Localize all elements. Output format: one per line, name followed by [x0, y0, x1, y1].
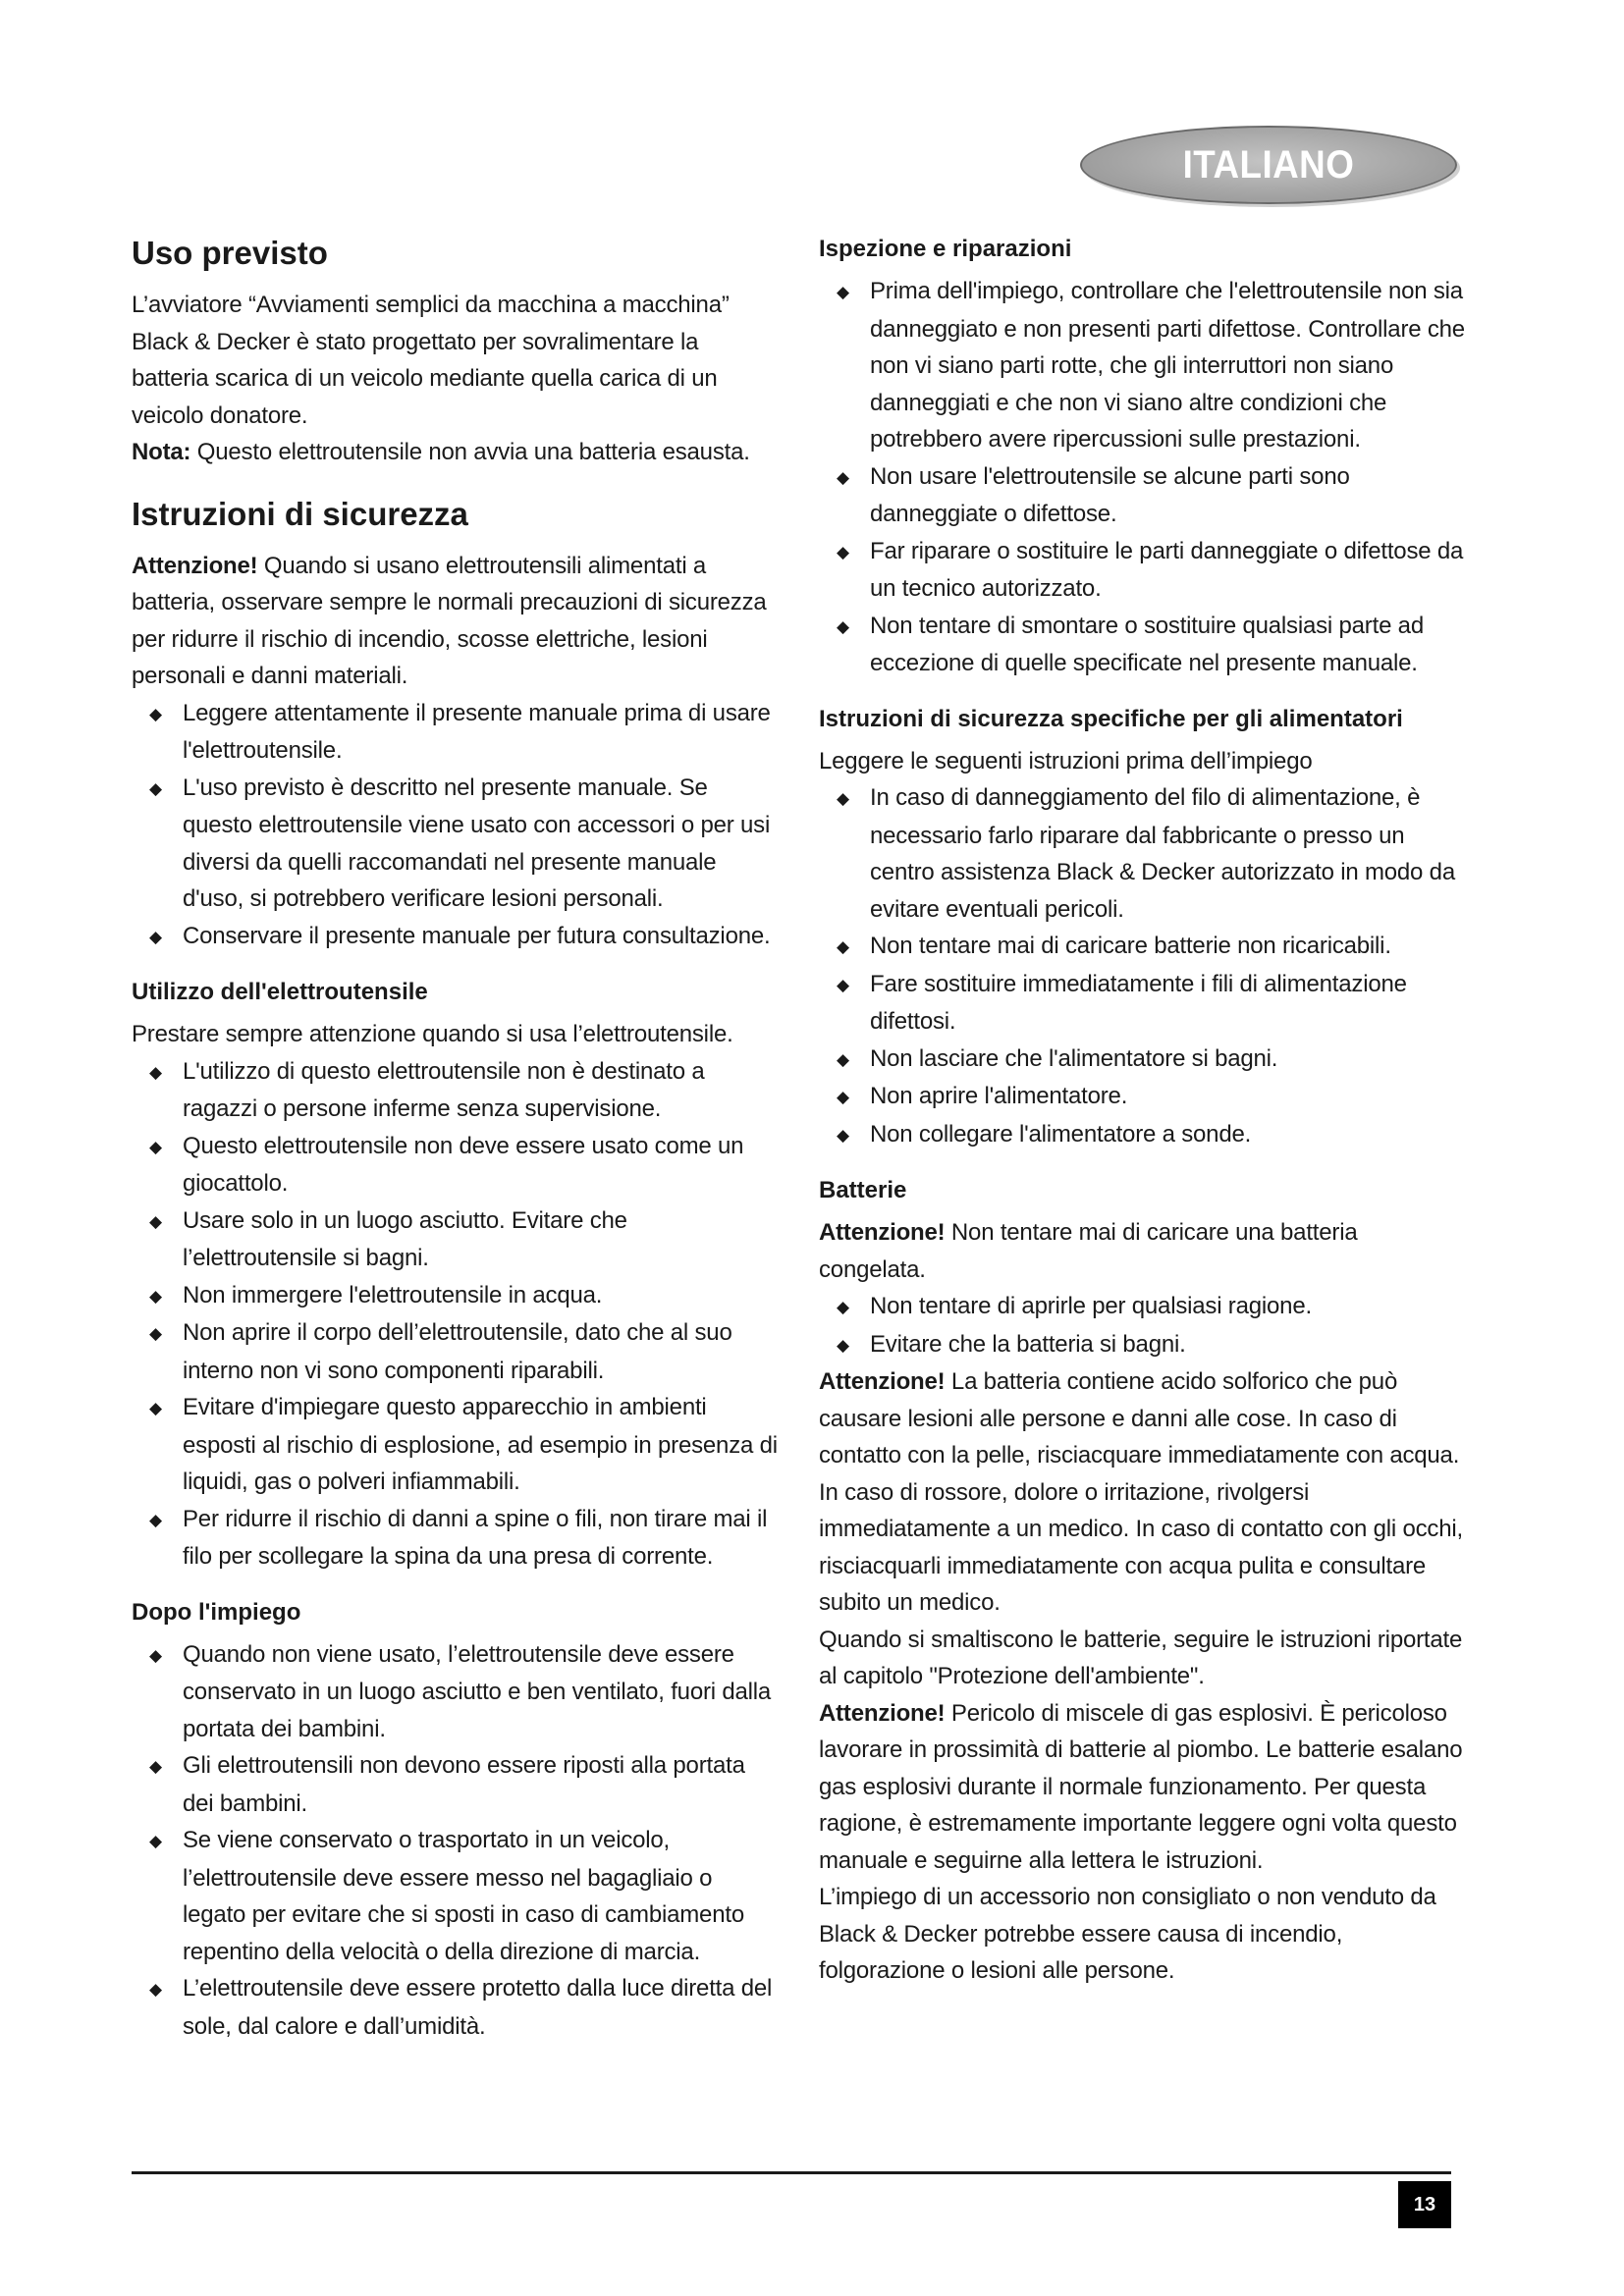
list-item: ◆ Evitare che la batteria si bagni.: [819, 1326, 1467, 1364]
list-item: ◆ Quando non viene usato, l’elettroutensile deve essere conservato in un luogo asciutto e ben ventilato, fuori dalla portata dei bambini.: [132, 1636, 780, 1748]
list-item: ◆ Non immergere l'elettroutensile in acqua.: [132, 1277, 780, 1315]
list-item: ◆ L'uso previsto è descritto nel presente manuale. Se questo elettroutensile viene usato con accessori o per usi diversi da quelli raccomandati nel presente manuale d'uso, si potrebbero verificare lesioni personali.: [132, 770, 780, 918]
list-item: ◆ Non collegare l'alimentatore a sonde.: [819, 1116, 1467, 1154]
diamond-bullet-icon: ◆: [149, 1757, 162, 1776]
attenzione-label: Attenzione!: [819, 1699, 946, 1727]
batterie-warning-3: Attenzione! Pericolo di miscele di gas esplosivi. È pericoloso lavorare in prossimità di batterie al piombo. Le batterie esalano gas esplosivi durante il normale funzionamento. Per questa ragione, è estremamente importante leggere ogni volta questo manuale e seguirne alla lettera le istruzioni.: [819, 1699, 1463, 1874]
list-item: ◆ Non tentare di aprirle per qualsiasi ragione.: [819, 1288, 1467, 1326]
alimentatori-list: [819, 779, 1467, 1153]
footer-rule: [132, 2171, 1451, 2174]
alimentatori-intro: Leggere le seguenti istruzioni prima dell’impiego: [819, 747, 1313, 774]
diamond-bullet-icon: ◆: [149, 1324, 162, 1343]
list-item: ◆ Non aprire il corpo dell’elettroutensile, dato che al suo interno non vi sono componenti riparabili.: [132, 1314, 780, 1389]
list-item: ◆ Gli elettroutensili non devono essere riposti alla portata dei bambini.: [132, 1747, 780, 1822]
language-label: ITALIANO: [1182, 142, 1355, 187]
utilizzo-heading: Utilizzo dell'elettroutensile: [132, 979, 428, 1005]
list-item: ◆ Fare sostituire immediatamente i fili di alimentazione difettosi.: [819, 966, 1467, 1041]
list-item: ◆ Non lasciare che l'alimentatore si bagni.: [819, 1041, 1467, 1079]
page-number: 13: [1398, 2181, 1451, 2228]
diamond-bullet-icon: ◆: [837, 542, 849, 561]
sicurezza-list: [132, 695, 780, 956]
alimentatori-heading: Istruzioni di sicurezza specifiche per gli alimentatori: [819, 705, 1403, 732]
list-item: ◆ L'utilizzo di questo elettroutensile non è destinato a ragazzi o persone inferme senza supervisione.: [132, 1053, 780, 1128]
diamond-bullet-icon: ◆: [149, 1286, 162, 1306]
list-item: ◆ Non aprire l'alimentatore.: [819, 1078, 1467, 1116]
diamond-bullet-icon: ◆: [149, 1510, 162, 1529]
smaltimento-text: Quando si smaltiscono le batterie, seguire le istruzioni riportate al capitolo "Protezione dell'ambiente".: [819, 1626, 1463, 1689]
list-item: ◆ Usare solo in un luogo asciutto. Evitare che l’elettroutensile si bagni.: [132, 1202, 780, 1277]
list-item: ◆ Conservare il presente manuale per futura consultazione.: [132, 918, 780, 956]
diamond-bullet-icon: ◆: [837, 283, 849, 301]
utilizzo-intro: Prestare sempre attenzione quando si usa l’elettroutensile.: [132, 1021, 733, 1047]
diamond-bullet-icon: ◆: [149, 1137, 162, 1156]
ispezione-list: [819, 273, 1467, 682]
diamond-bullet-icon: ◆: [837, 1049, 849, 1069]
batterie-warning-1: Attenzione! Non tentare mai di caricare una batteria congelata.: [819, 1219, 1358, 1283]
attenzione-label: Attenzione!: [132, 552, 258, 579]
diamond-bullet-icon: ◆: [837, 467, 849, 487]
diamond-bullet-icon: ◆: [837, 975, 849, 994]
list-item: ◆ Evitare d'impiegare questo apparecchio in ambienti esposti al rischio di esplosione, ad esempio in presenza di liquidi, gas o polveri infiammabili.: [132, 1389, 780, 1501]
sicurezza-heading: Istruzioni di sicurezza: [132, 495, 468, 532]
attenzione-paragraph: [132, 548, 780, 695]
right-column: [819, 234, 1467, 1990]
diamond-bullet-icon: ◆: [837, 1125, 849, 1145]
diamond-bullet-icon: ◆: [149, 927, 162, 946]
nota-text: Questo elettroutensile non avvia una batteria esausta.: [190, 439, 750, 465]
dopo-impiego-heading: Dopo l'impiego: [132, 1598, 301, 1626]
nota-label: Nota:: [132, 439, 191, 465]
list-item: ◆ Se viene conservato o trasportato in un veicolo, l’elettroutensile deve essere messo nel bagagliaio o legato per evitare che si sposti in caso di cambiamento repentino della velocità o della direzione di marcia.: [132, 1822, 780, 1970]
accessorio-text: L’impiego di un accessorio non consigliato o non venduto da Black & Decker potrebbe essere causa di incendio, folgorazione o lesioni alle persone.: [819, 1884, 1436, 1984]
list-item: ◆ Non tentare di smontare o sostituire qualsiasi parte ad eccezione di quelle specificate nel presente manuale.: [819, 608, 1467, 682]
list-item: ◆ Non usare l'elettroutensile se alcune parti sono danneggiate o difettose.: [819, 458, 1467, 533]
list-item: ◆ Questo elettroutensile non deve essere usato come un giocattolo.: [132, 1128, 780, 1202]
diamond-bullet-icon: ◆: [149, 1062, 162, 1082]
list-item: ◆ Leggere attentamente il presente manuale prima di usare l'elettroutensile.: [132, 695, 780, 770]
diamond-bullet-icon: ◆: [837, 1298, 849, 1316]
attenzione-label: Attenzione!: [819, 1219, 946, 1246]
diamond-bullet-icon: ◆: [149, 1211, 162, 1231]
diamond-bullet-icon: ◆: [837, 1088, 849, 1106]
diamond-bullet-icon: ◆: [149, 778, 162, 798]
left-column: [132, 232, 780, 2045]
diamond-bullet-icon: ◆: [149, 1832, 162, 1850]
diamond-bullet-icon: ◆: [837, 789, 849, 808]
diamond-bullet-icon: ◆: [149, 1399, 162, 1417]
uso-previsto-text: L’avviatore “Avviamenti semplici da macchina a macchina” Black & Decker è stato progettato per sovralimentare la batteria scarica di un veicolo mediante quella carica di un veicolo donatore.: [132, 292, 730, 429]
list-item: ◆ Per ridurre il rischio di danni a spine o fili, non tirare mai il filo per scollegare la spina da una presa di corrente.: [132, 1501, 780, 1575]
diamond-bullet-icon: ◆: [837, 616, 849, 636]
batterie-warning-2: Attenzione! La batteria contiene acido solforico che può causare lesioni alle persone e danni alle cose. In caso di contatto con la pelle, risciacquare immediatamente con acqua. In caso di rossore, dolore o irritazione, rivolgersi immediatamente a un medico. In caso di contatto con gli occhi, risciacquarli immediatamente con acqua pulita e consultare subito un medico.: [819, 1368, 1463, 1616]
language-badge: [1080, 126, 1457, 204]
diamond-bullet-icon: ◆: [149, 1980, 162, 1999]
attenzione-text: Quando si usano elettroutensili alimentati a batteria, osservare sempre le normali precauzioni di sicurezza per ridurre il rischio di incendio, scosse elettriche, lesioni personali e danni materiali.: [132, 552, 767, 689]
uso-previsto-heading: Uso previsto: [132, 235, 328, 271]
nota-paragraph: [132, 434, 780, 471]
list-item: ◆ L’elettroutensile deve essere protetto dalla luce diretta del sole, dal calore e dall’umidità.: [132, 1970, 780, 2045]
utilizzo-list: [132, 1053, 780, 1575]
attenzione-label: Attenzione!: [819, 1368, 946, 1395]
diamond-bullet-icon: ◆: [149, 1645, 162, 1665]
diamond-bullet-icon: ◆: [837, 1335, 849, 1355]
diamond-bullet-icon: ◆: [149, 704, 162, 723]
list-item: ◆ Non tentare mai di caricare batterie non ricaricabili.: [819, 928, 1467, 966]
batterie-list: [819, 1288, 1467, 1363]
list-item: ◆ Prima dell'impiego, controllare che l'elettroutensile non sia danneggiato e non presenti parti difettose. Controllare che non vi siano parti rotte, che gli interruttori non siano danneggiati e che non vi siano altre condizioni che potrebbero avere ripercussioni sulle prestazioni.: [819, 273, 1467, 458]
batterie-heading: Batterie: [819, 1177, 907, 1203]
ispezione-heading: Ispezione e riparazioni: [819, 236, 1072, 262]
list-item: ◆ Far riparare o sostituire le parti danneggiate o difettose da un tecnico autorizzato.: [819, 533, 1467, 608]
diamond-bullet-icon: ◆: [837, 937, 849, 956]
list-item: ◆ In caso di danneggiamento del filo di alimentazione, è necessario farlo riparare dal fabbricante o presso un centro assistenza Black & Decker autorizzato in modo da evitare eventuali pericoli.: [819, 779, 1467, 928]
dopo-list: [132, 1636, 780, 2046]
